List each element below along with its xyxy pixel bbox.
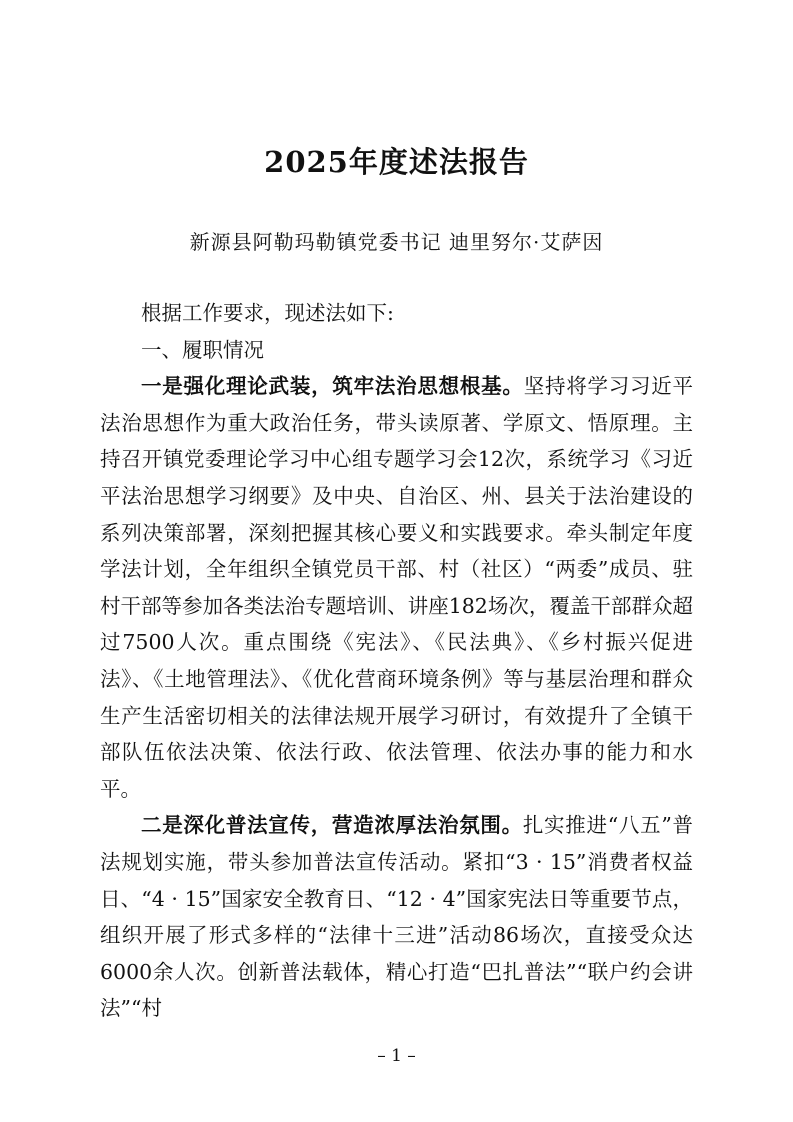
document-body [100,295,693,1027]
page-number: – 1 – [377,1046,416,1066]
section-heading: 一、履职情况 [141,337,264,362]
paragraph-2-lead: 二是深化普法宣传，营造浓厚法治氛围。 [141,813,523,838]
paragraph-1-lead: 一是强化理论武装，筑牢法治思想根基。 [141,374,524,399]
paragraph-1-text: 坚持将学习习近平法治思想作为重大政治任务，带头读原著、学原文、悟原理。主持召开镇党委理论学习中心组专题学习会12次，系统学习《习近平法治思想学习纲要》及中央、自治区、州、县关于法治建设的系列决策部署，深刻把握其核心要义和实践要求。牵头制定年度学法计划，全年组织全镇党员干部、村（社区）“两委”成员、驻村干部等参加各类法治专题培训、讲座182场次，覆盖干部群众超过7500人次。重点围绕《宪法》、《民法典》、《乡村振兴促进法》、《土地管理法》、《优化营商环境条例》等与基层治理和群众生产生活密切相关的法律法规开展学习研讨，有效提升了全镇干部队伍依法决策、依法行政、依法管理、依法办事的能力和水平。 [100,374,694,801]
document-title: 2025年度述法报告 [264,145,529,179]
paragraph-2 [100,807,693,1027]
intro-paragraph: 根据工作要求，现述法如下: [141,301,394,325]
paragraph-2-text: 扎实推进“八五”普法规划实施，带头参加普法宣传活动。紧扣“3 · 15”消费者权益日、“4 · 15”国家安全教育日、“12 · 4”国家宪法日等重要节点，组织开展了形式多样的“法律十三进”活动86场次，直接受众达6000余人次。创新普法载体，精心打造“巴扎普法”“联户约会讲法”“村 [100,813,694,1021]
paragraph-1 [100,368,693,807]
document-author: 新源县阿勒玛勒镇党委书记 迪里努尔·艾萨因 [189,230,604,254]
